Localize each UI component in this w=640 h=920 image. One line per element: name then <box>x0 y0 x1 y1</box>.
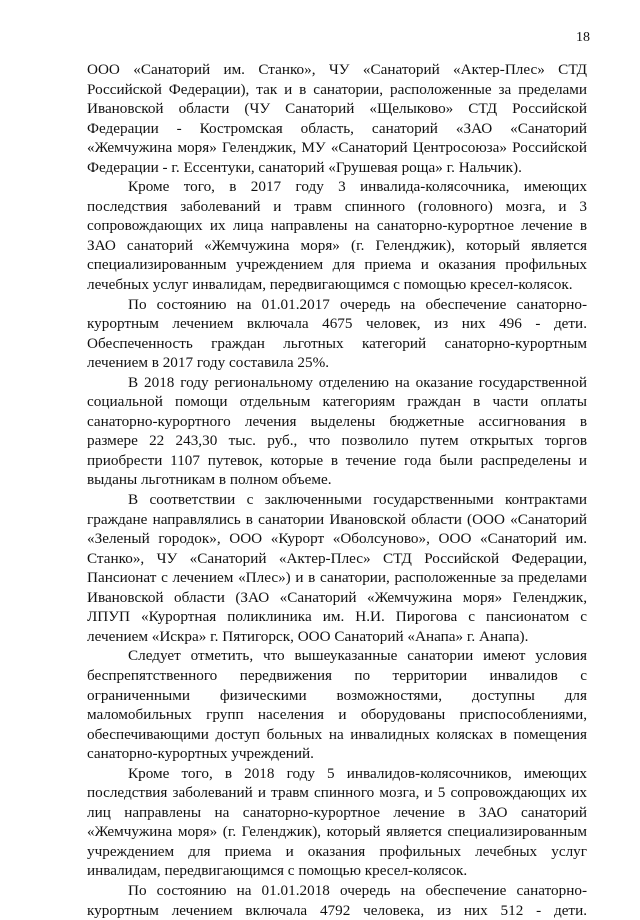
page-number: 18 <box>576 30 590 45</box>
paragraph: В соответствии с заключенными государственными контрактами граждане направлялись в санатории Ивановской области (ООО «Санаторий «Зеленый городок», ООО «Курорт «Оболсуново», ООО «Санаторий им. Станко», ЧУ «Санаторий «Актер-Плес» СТД Российской Федерации, Пансионат с лечением «Плес») и в санатории, расположенные за пределами Ивановской области (ЗАО «Санаторий «Жемчужина моря» Геленджик, ЛПУП «Курортная поликлиника им. Н.И. Пирогова с пансионатом с лечением «Искра» г. Пятигорск, ООО Санаторий «Анапа» г. Анапа). <box>87 491 587 645</box>
body-text <box>87 60 587 920</box>
paragraph-continued: ООО «Санаторий им. Станко», ЧУ «Санаторий «Актер-Плес» СТД Российской Федерации), так и в санатории, расположенные за пределами Ивановской области (ЧУ Санаторий «Щелыково» СТД Российской Федерации - Костромская область, санаторий «ЗАО «Санаторий «Жемчужина моря» Геленджик, МУ «Санаторий Центросоюза» Российской Федерации - г. Ессентуки, санаторий «Грушевая роща» г. Нальчик). <box>87 61 587 176</box>
paragraph: В 2018 году региональному отделению на оказание государственной социальной помощи отдельным категориям граждан в части оплаты санаторно-курортного лечения выделены бюджетные ассигнования в размере 22 243,30 тыс. руб., что позволило путем открытых торгов приобрести 1107 путевок, которые в течение года были распределены и выданы льготникам в полном объеме. <box>87 373 587 489</box>
paragraph: По состоянию на 01.01.2017 очередь на обеспечение санаторно-курортным лечением включала 4675 человек, из них 496 - дети. Обеспеченность граждан льготных категорий санаторно-курортным лечением в 2017 году составила 25%. <box>87 295 587 372</box>
paragraph-continues: По состоянию на 01.01.2018 очередь на обеспечение санаторно-курортным лечением включала 4792 человека, из них 512 - дети. <box>87 881 587 919</box>
paragraph: Кроме того, в 2018 году 5 инвалидов-колясочников, имеющих последствия заболеваний и травм спинного мозга, и 5 сопровождающих их лиц направлены на санаторно-курортное лечение в ЗАО санаторий «Жемчужина моря» (г. Геленджик), который является специализированным учреждением для приема и оказания профильных лечебных услуг инвалидам, передвигающимся с помощью кресел-колясок. <box>87 764 587 880</box>
paragraph: Следует отметить, что вышеуказанные санатории имеют условия беспрепятственного передвижения по территории инвалидов с ограниченными физическими возможностями, доступны для маломобильных групп населения и оборудованы приспособлениями, обеспечивающими доступ больных на инвалидных колясках в помещения санаторно-курортных учреждений. <box>87 647 587 763</box>
paragraph: Кроме того, в 2017 году 3 инвалида-колясочника, имеющих последствия заболеваний и травм спинного (головного) мозга, и 3 сопровождающих их лица направлены на санаторно-курортное лечение в ЗАО санаторий «Жемчужина моря» (г. Геленджик), который является специализированным учреждением для приема и оказания профильных лечебных услуг инвалидам, передвигающимся с помощью кресел-колясок. <box>87 178 587 294</box>
